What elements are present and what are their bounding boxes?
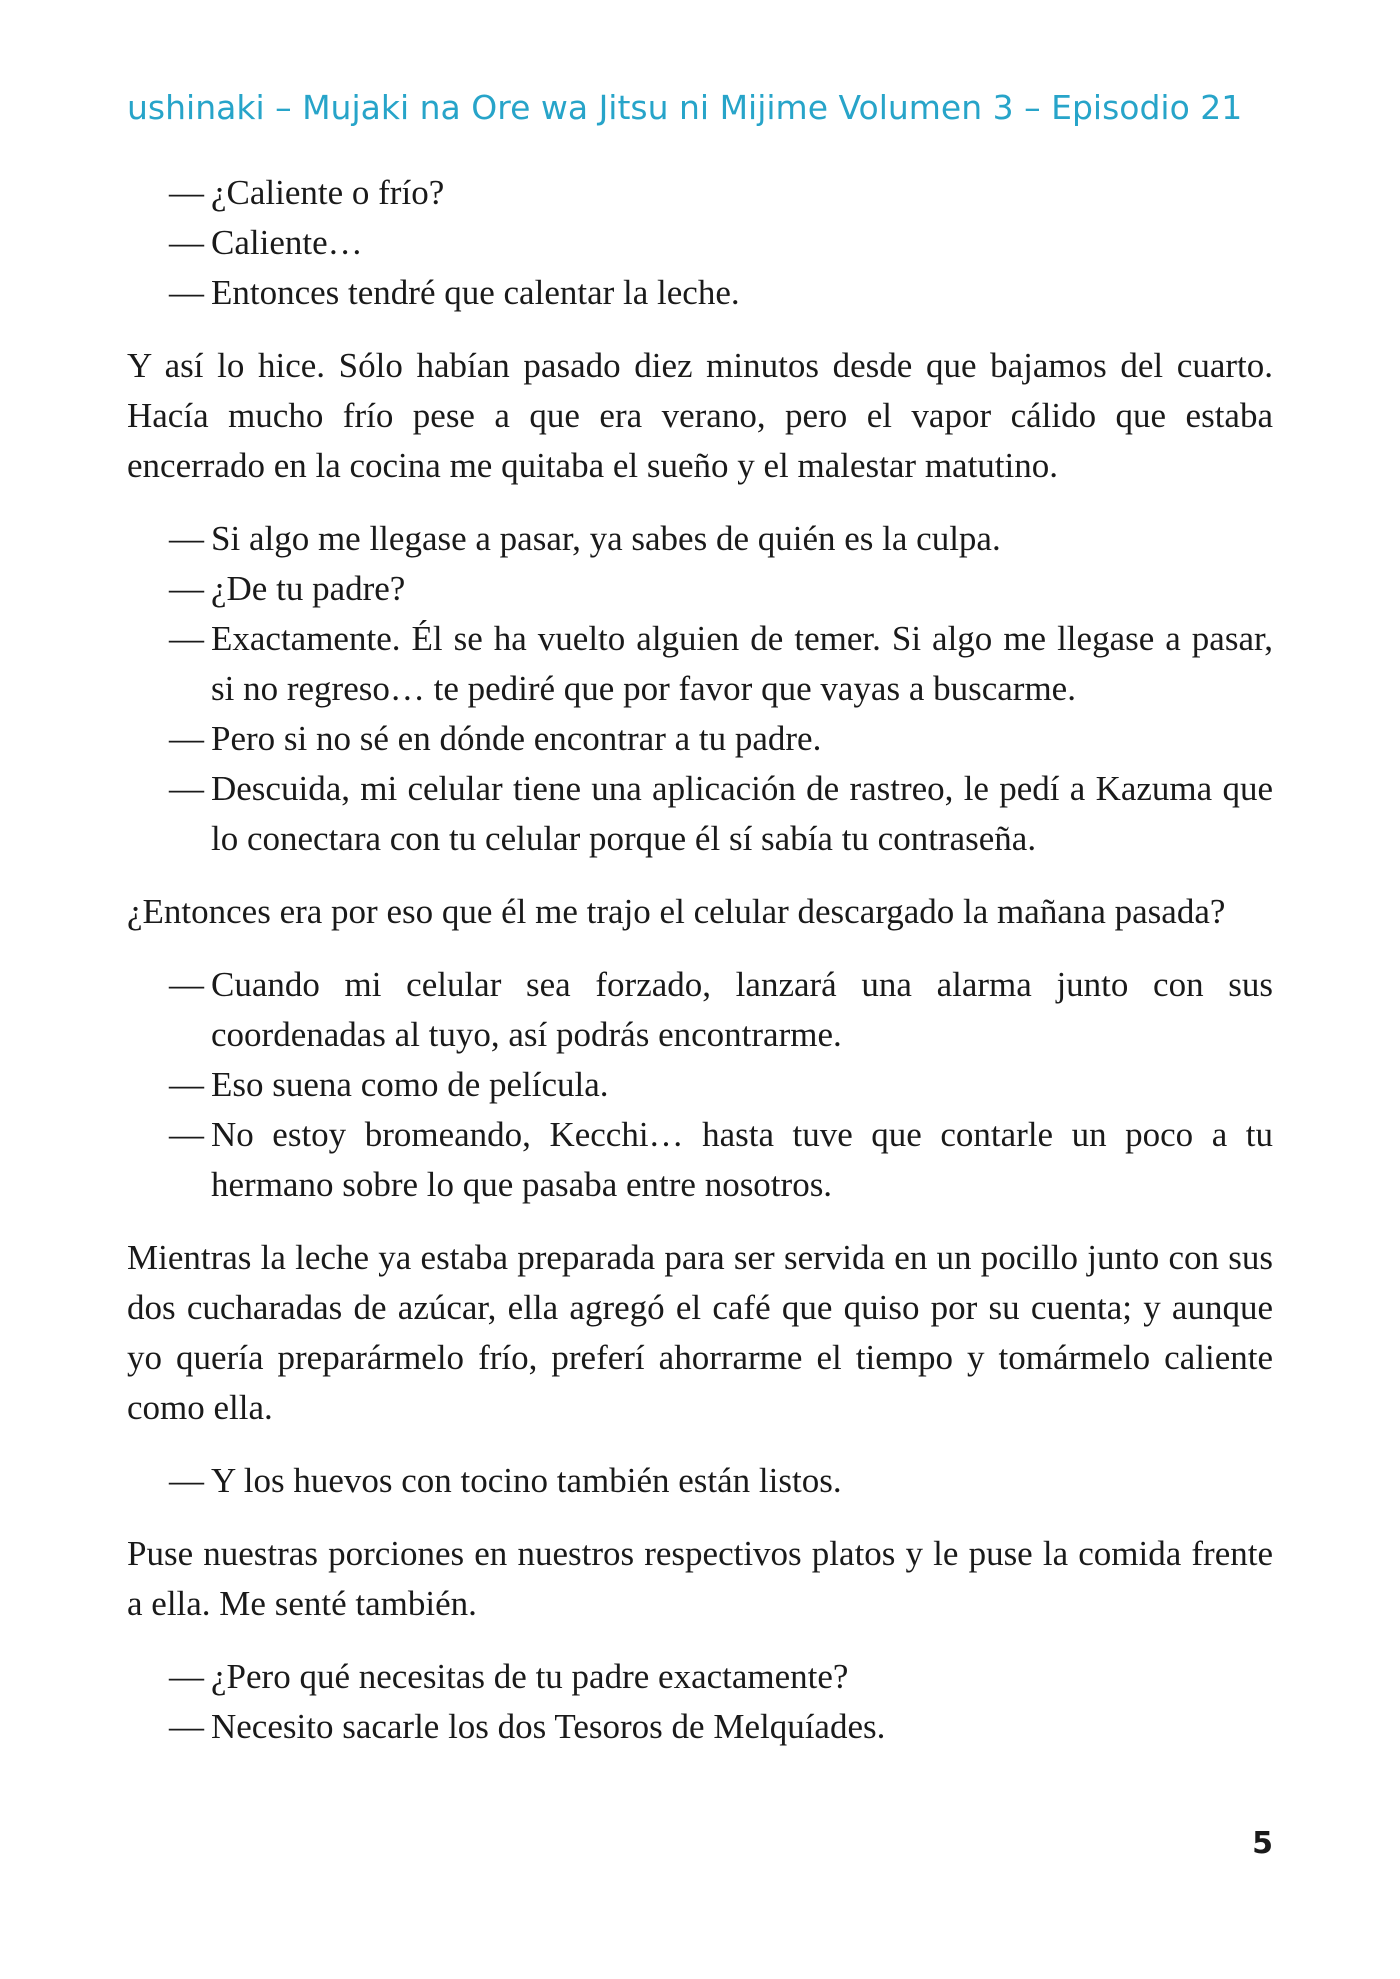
- dialogue-line: — Entonces tendré que calentar la leche.: [127, 268, 1273, 318]
- em-dash: —: [169, 519, 204, 558]
- em-dash: —: [169, 273, 204, 312]
- em-dash: —: [169, 1065, 204, 1104]
- em-dash: —: [169, 569, 204, 608]
- dialogue-line: — Pero si no sé en dónde encontrar a tu padre.: [127, 714, 1273, 764]
- dialogue-group: [127, 514, 1273, 864]
- dialogue-line: — Caliente…: [127, 218, 1273, 268]
- dialogue-line: — Eso suena como de película.: [127, 1060, 1273, 1110]
- narrative-paragraph: ¿Entonces era por eso que él me trajo el celular descargado la mañana pasada?: [127, 892, 1226, 931]
- dialogue-line: — No estoy bromeando, Kecchi… hasta tuve que contarle un poco a tu hermano sobre lo que pasaba entre nosotros.: [127, 1110, 1273, 1210]
- em-dash: —: [169, 1657, 204, 1696]
- dialogue-line: — ¿Pero qué necesitas de tu padre exactamente?: [127, 1652, 1273, 1702]
- page-number: 5: [1252, 1826, 1273, 1861]
- document-body: [127, 168, 1273, 1752]
- running-header: ushinaki – Mujaki na Ore wa Jitsu ni Mijime Volumen 3 – Episodio 21: [127, 88, 1243, 127]
- dialogue-group: [127, 1456, 1273, 1506]
- em-dash: —: [169, 173, 204, 212]
- em-dash: —: [169, 719, 204, 758]
- dialogue-group: [127, 960, 1273, 1210]
- em-dash: —: [169, 223, 204, 262]
- em-dash: —: [169, 1707, 204, 1746]
- dialogue-group: [127, 1652, 1273, 1752]
- em-dash: —: [169, 1115, 204, 1154]
- em-dash: —: [169, 1461, 204, 1500]
- narrative-paragraph: Puse nuestras porciones en nuestros respectivos platos y le puse la comida frente a ella. Me senté también.: [127, 1534, 1273, 1623]
- dialogue-line: — Necesito sacarle los dos Tesoros de Melquíades.: [127, 1702, 1273, 1752]
- dialogue-line: — ¿Caliente o frío?: [127, 168, 1273, 218]
- dialogue-line: — Cuando mi celular sea forzado, lanzará una alarma junto con sus coordenadas al tuyo, así podrás encontrarme.: [127, 960, 1273, 1060]
- dialogue-line: — Descuida, mi celular tiene una aplicación de rastreo, le pedí a Kazuma que lo conectara con tu celular porque él sí sabía tu contraseña.: [127, 764, 1273, 864]
- em-dash: —: [169, 965, 204, 1004]
- dialogue-line: — Si algo me llegase a pasar, ya sabes de quién es la culpa.: [127, 514, 1273, 564]
- dialogue-line: — Exactamente. Él se ha vuelto alguien de temer. Si algo me llegase a pasar, si no regreso… te pediré que por favor que vayas a buscarme.: [127, 614, 1273, 714]
- dialogue-group: [127, 168, 1273, 318]
- narrative-paragraph: Mientras la leche ya estaba preparada para ser servida en un pocillo junto con sus dos cucharadas de azúcar, ella agregó el café que quiso por su cuenta; y aunque yo quería preparármelo frío, preferí ahorrarme el tiempo y tomármelo caliente como ella.: [127, 1238, 1273, 1427]
- narrative-paragraph: Y así lo hice. Sólo habían pasado diez minutos desde que bajamos del cuarto. Hacía mucho frío pese a que era verano, pero el vapor cálido que estaba encerrado en la cocina me quitaba el sueño y el malestar matutino.: [127, 346, 1273, 485]
- dialogue-line: — Y los huevos con tocino también están listos.: [127, 1456, 1273, 1506]
- em-dash: —: [169, 619, 204, 658]
- dialogue-line: — ¿De tu padre?: [127, 564, 1273, 614]
- em-dash: —: [169, 769, 204, 808]
